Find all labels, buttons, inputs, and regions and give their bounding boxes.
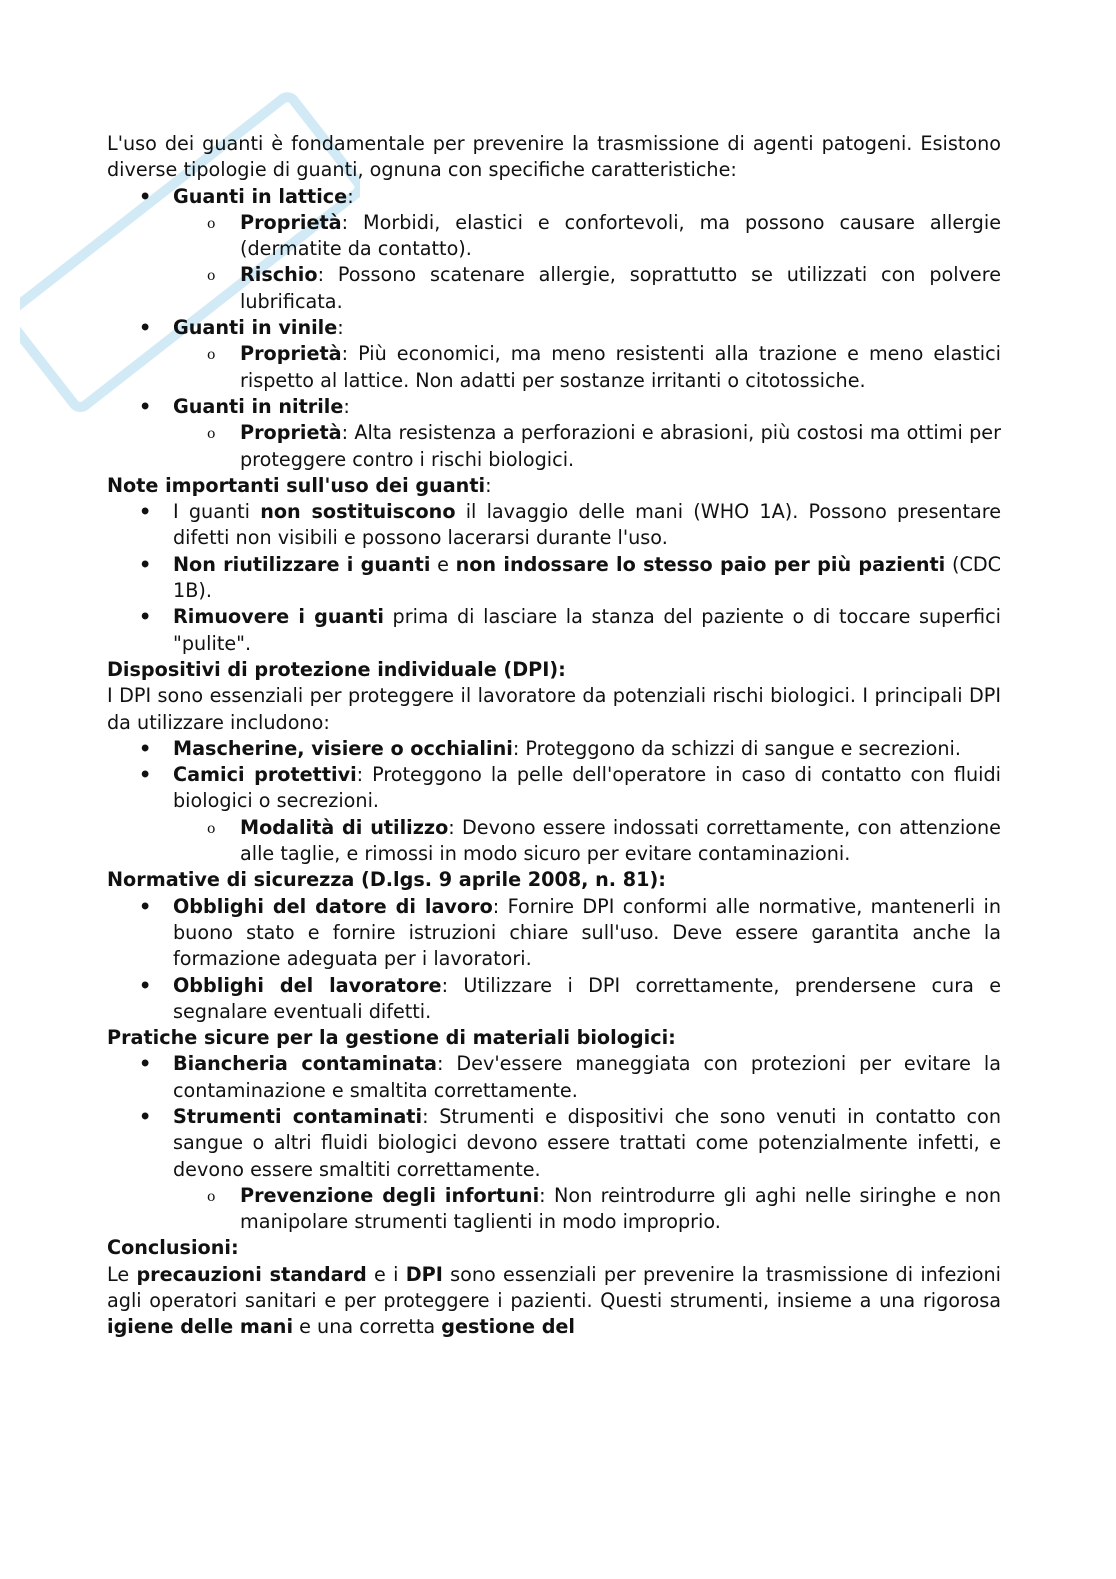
sub-list-item: o Modalità di utilizzo: Devono essere indossati correttamente, con attenzione alle taglie, e rimossi in modo sicuro per evitare contaminazioni. <box>173 815 1001 868</box>
dpi-list <box>107 736 1001 867</box>
sub-list <box>173 210 1001 315</box>
list-item: • Camici protettivi: Proteggono la pelle dell'operatore in caso di contatto con fluidi biologici o secrezioni. o Modalità di utilizzo: Devono essere indossati correttamente, con attenzione alle taglie, e rimossi in modo sicuro per evitare contaminazioni. <box>107 762 1001 867</box>
glove-title: Guanti in vinile <box>173 316 338 340</box>
conclusion-paragraph: Le precauzioni standard e i DPI sono essenziali per prevenire la trasmissione di infezioni agli operatori sanitari e per proteggere i pazienti. Questi strumenti, insieme a una rigorosa igiene delle mani e una corretta gestione del <box>107 1262 1002 1339</box>
sub-list <box>173 420 1001 473</box>
intro-paragraph: L'uso dei guanti è fondamentale per prevenire la trasmissione di agenti patogeni. Esistono diverse tipologie di guanti, ognuna con specifiche caratteristiche: <box>107 132 1001 182</box>
practices-list <box>107 1051 1001 1235</box>
sub-list <box>173 815 1001 868</box>
sub-list-item: o Rischio: Possono scatenare allergie, soprattutto se utilizzati con polvere lubrificata. <box>173 262 1001 315</box>
dpi-heading: Dispositivi di protezione individuale (DPI): <box>107 657 566 681</box>
practices-heading: Pratiche sicure per la gestione di materiali biologici: <box>107 1026 676 1050</box>
sub-list-item: o Proprietà: Alta resistenza a perforazioni e abrasioni, più costosi ma ottimi per proteggere contro i rischi biologici. <box>173 420 1001 473</box>
list-item: • Guanti in vinile: o Proprietà: Più economici, ma meno resistenti alla trazione e meno elastici rispetto al lattice. Non adatti per sostanze irritanti o citotossiche. <box>107 315 1001 394</box>
dpi-intro: I DPI sono essenziali per proteggere il lavoratore da potenziali rischi biologici. I principali DPI da utilizzare includono: <box>107 684 1001 734</box>
list-item: • Strumenti contaminati: Strumenti e dispositivi che sono venuti in contatto con sangue o altri fluidi biologici devono essere trattati come potenzialmente infetti, e devono essere smaltiti correttamente. o Prevenzione degli infortuni: Non reintrodurre gli aghi nelle siringhe e non manipolare strumenti taglienti in modo improprio. <box>107 1104 1001 1235</box>
glove-title: Guanti in lattice <box>173 184 348 208</box>
sub-list-item: o Proprietà: Morbidi, elastici e confortevoli, ma possono causare allergie (dermatite da contatto). <box>173 210 1001 263</box>
notes-heading: Note importanti sull'uso dei guanti: <box>107 473 492 497</box>
list-item: • Mascherine, visiere o occhialini: Proteggono da schizzi di sangue e secrezioni. <box>107 736 1001 762</box>
sub-list <box>173 1183 1001 1236</box>
list-item: • Guanti in nitrile: o Proprietà: Alta resistenza a perforazioni e abrasioni, più costosi ma ottimi per proteggere contro i rischi biologici. <box>107 394 1001 473</box>
list-item: • Biancheria contaminata: Dev'essere maneggiata con protezioni per evitare la contaminazione e smaltita correttamente. <box>107 1051 1001 1104</box>
list-item: • Non riutilizzare i guanti e non indossare lo stesso paio per più pazienti (CDC 1B). <box>107 552 1001 605</box>
gloves-list <box>107 184 1001 473</box>
document-body <box>107 131 1001 1341</box>
sub-list-item: o Prevenzione degli infortuni: Non reintrodurre gli aghi nelle siringhe e non manipolare strumenti taglienti in modo improprio. <box>173 1183 1001 1236</box>
sub-list-item: o Proprietà: Più economici, ma meno resistenti alla trazione e meno elastici rispetto al lattice. Non adatti per sostanze irritanti o citotossiche. <box>173 341 1001 394</box>
glove-title: Guanti in nitrile <box>173 394 344 418</box>
list-item: • I guanti non sostituiscono il lavaggio delle mani (WHO 1A). Possono presentare difetti non visibili e possono lacerarsi durante l'uso. <box>107 499 1001 552</box>
notes-list <box>107 499 1001 657</box>
list-item: • Obblighi del datore di lavoro: Fornire DPI conformi alle normative, mantenerli in buono stato e fornire istruzioni chiare sull'uso. Deve essere garantita anche la formazione adeguata per i lavoratori. <box>107 894 1001 973</box>
sub-list <box>173 341 1001 394</box>
list-item: • Rimuovere i guanti prima di lasciare la stanza del paziente o di toccare superfici "pulite". <box>107 604 1001 657</box>
norms-list <box>107 894 1001 1025</box>
list-item: • Guanti in lattice: o Proprietà: Morbidi, elastici e confortevoli, ma possono causare allergie (dermatite da contatto). o Rischio: Possono scatenare allergie, soprattutto se utilizzati con polvere lubrificata. <box>107 184 1001 315</box>
list-item: • Obblighi del lavoratore: Utilizzare i DPI correttamente, prendersene cura e segnalare eventuali difetti. <box>107 973 1001 1026</box>
conclusion-heading: Conclusioni: <box>107 1236 239 1260</box>
norms-heading: Normative di sicurezza (D.lgs. 9 aprile 2008, n. 81): <box>107 868 666 892</box>
